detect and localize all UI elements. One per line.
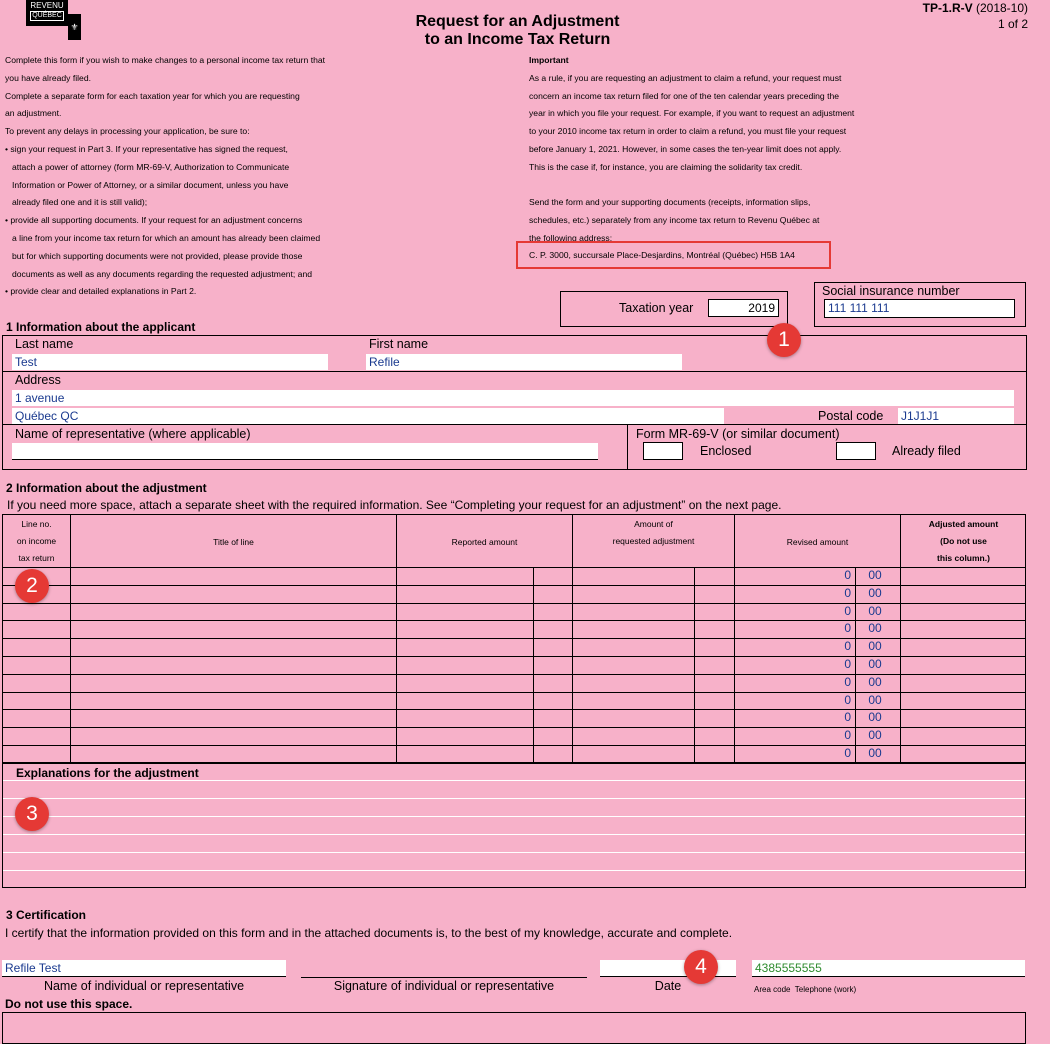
- last-name-label: Last name: [15, 337, 74, 351]
- telephone-label: Telephone (work): [794, 985, 857, 994]
- divider: [2, 424, 1027, 425]
- revised-dollars-cell[interactable]: 0: [844, 568, 851, 582]
- representative-label: Name of representative (where applicable): [15, 427, 251, 441]
- form-number: [923, 0, 1028, 32]
- revised-dollars-cell[interactable]: 0: [844, 657, 851, 671]
- already-filed-checkbox[interactable]: [836, 442, 876, 460]
- intro-line: but for which supporting documents were not provided, please provide those: [12, 250, 303, 261]
- intro-line: you have already filed.: [5, 72, 91, 83]
- revised-cents-cell[interactable]: 00: [868, 639, 882, 654]
- intro-line: the following address:: [529, 232, 613, 243]
- section2-title: 2 Information about the adjustment: [6, 481, 207, 495]
- area-code-label: Area code: [754, 985, 791, 994]
- explanation-line: [3, 780, 1025, 781]
- revenu-quebec-logo: [26, 0, 81, 40]
- col-revised-header: Revised amount: [786, 537, 849, 547]
- intro-line: As a rule, if you are requesting an adjustment to claim a refund, your request must: [529, 72, 842, 83]
- do-not-use-box: [2, 1012, 1026, 1044]
- intro-line: before January 1, 2021. However, in some cases the ten-year limit does not apply.: [529, 143, 842, 154]
- intro-line: Complete a separate form for each taxation year for which you are requesting: [5, 90, 300, 101]
- form-version: (2018-10): [975, 1, 1028, 15]
- step-badge-4: 4: [684, 950, 718, 984]
- header-line: on income: [16, 536, 57, 546]
- intro-line: an adjustment.: [5, 108, 62, 119]
- col-line-no-header: [3, 516, 70, 567]
- already-filed-label: Already filed: [892, 444, 961, 458]
- revised-cents-cell[interactable]: 00: [868, 710, 882, 725]
- mailing-address: C. P. 3000, succursale Place-Desjardins, Montréal (Québec) H5B 1A4: [529, 250, 795, 260]
- step-badge-1: 1: [767, 323, 801, 357]
- explanation-line: [3, 798, 1025, 799]
- revised-cents-cell[interactable]: 00: [868, 657, 882, 671]
- revised-cents-cell[interactable]: 00: [868, 692, 882, 707]
- col-requested-header: [573, 516, 734, 550]
- fleur-de-lis-icon: ⚜: [68, 14, 81, 40]
- postal-code-label: Postal code: [818, 409, 884, 423]
- header-line: Adjusted amount: [928, 519, 999, 529]
- do-not-use-label: Do not use this space.: [5, 997, 133, 1011]
- sin-label: Social insurance number: [822, 284, 960, 298]
- representative-input[interactable]: [12, 443, 598, 460]
- signature-label: Signature of individual or representative: [333, 979, 555, 993]
- logo-block: [26, 0, 68, 26]
- taxation-year-label: Taxation year: [619, 301, 694, 315]
- postal-code-input[interactable]: J1J1J1: [898, 408, 1014, 424]
- header-line: tax return: [18, 553, 55, 563]
- address-line1-input[interactable]: 1 avenue: [12, 390, 1014, 406]
- header-line: (Do not use: [940, 536, 987, 546]
- revised-dollars-cell[interactable]: 0: [844, 692, 851, 707]
- col-title-header: Title of line: [213, 537, 254, 547]
- revised-dollars-cell[interactable]: 0: [844, 728, 851, 743]
- form-title: [380, 13, 655, 49]
- enclosed-label: Enclosed: [700, 444, 752, 458]
- revised-cents-cell[interactable]: 00: [868, 746, 882, 760]
- telephone-input[interactable]: 4385555555: [752, 960, 1025, 977]
- intro-line: concern an income tax return filed for one of the ten calendar years preceding the: [529, 90, 840, 101]
- taxation-year-input[interactable]: 2019: [708, 299, 779, 317]
- intro-line: This is the case if, for instance, you are claiming the solidarity tax credit.: [529, 161, 803, 172]
- title-line2: to an Income Tax Return: [424, 31, 611, 48]
- section2-note: If you need more space, attach a separate sheet with the required information. See “Completing your request for an adjustment” on the next page.: [7, 498, 782, 512]
- intro-line: year in which you file your request. For example, if you want to request an adjustment: [529, 108, 855, 119]
- revised-cents-cell[interactable]: 00: [868, 603, 882, 618]
- address-line2-input[interactable]: Québec QC: [12, 408, 724, 424]
- revised-cents-cell[interactable]: 00: [868, 674, 882, 689]
- intro-line: Send the form and your supporting documents (receipts, information slips,: [529, 197, 811, 208]
- revised-dollars-cell[interactable]: 0: [844, 639, 851, 654]
- intro-line: already filed one and it is still valid);: [12, 197, 148, 208]
- form-code: TP-1.R-V: [922, 1, 973, 15]
- address-label: Address: [15, 373, 61, 387]
- header-line: Amount of: [634, 519, 673, 529]
- explanations-label: Explanations for the adjustment: [16, 766, 199, 780]
- revised-dollars-cell[interactable]: 0: [844, 746, 851, 760]
- revised-dollars-cell[interactable]: 0: [844, 710, 851, 725]
- certification-statement: I certify that the information provided on this form and in the attached documents is, to the best of my knowledge, accurate and complete.: [5, 926, 733, 940]
- date-label: Date: [654, 979, 682, 993]
- intro-line: [529, 177, 854, 195]
- enclosed-checkbox[interactable]: [643, 442, 683, 460]
- intro-left: [5, 52, 325, 301]
- divider: [2, 371, 1027, 372]
- signature-line[interactable]: [301, 977, 587, 978]
- step-badge-2: 2: [15, 569, 49, 603]
- revised-dollars-cell[interactable]: 0: [844, 621, 851, 636]
- intro-line: • provide clear and detailed explanations in Part 2.: [5, 286, 197, 297]
- last-name-input[interactable]: Test: [12, 354, 328, 370]
- column-divider: [533, 567, 534, 763]
- important-heading: Important: [529, 55, 569, 65]
- intro-right: [529, 52, 854, 248]
- intro-line: schedules, etc.) separately from any income tax return to Revenu Québec at: [529, 215, 820, 226]
- header-line: requested adjustment: [612, 536, 695, 546]
- mr69-label: Form MR-69-V (or similar document): [636, 427, 840, 441]
- title-line1: Request for an Adjustment: [415, 13, 620, 30]
- intro-line: • sign your request in Part 3. If your representative has signed the request,: [5, 143, 288, 154]
- cert-name-label: Name of individual or representative: [43, 979, 245, 993]
- intro-line: attach a power of attorney (form MR-69-V, Authorization to Communicate: [12, 161, 290, 172]
- col-reported-header: Reported amount: [451, 537, 518, 547]
- intro-line: to your 2010 income tax return in order to claim a refund, you must file your request: [529, 126, 847, 137]
- cert-name-input[interactable]: Refile Test: [2, 960, 286, 977]
- logo-line2: QUÉBEC: [30, 11, 64, 21]
- intro-line: documents as well as any documents regarding the requested adjustment; and: [12, 268, 313, 279]
- revised-dollars-cell[interactable]: 0: [844, 674, 851, 689]
- explanation-line: [3, 834, 1025, 835]
- revised-dollars-cell[interactable]: 0: [844, 603, 851, 618]
- section3-title: 3 Certification: [6, 908, 87, 922]
- header-line: Line no.: [21, 519, 52, 529]
- first-name-input[interactable]: Refile: [366, 354, 682, 370]
- intro-line: a line from your income tax return for which an amount has already been claimed: [12, 232, 321, 243]
- logo-line1: REVENU: [30, 1, 64, 10]
- section1-title: 1 Information about the applicant: [6, 320, 196, 334]
- step-badge-3: 3: [15, 797, 49, 831]
- divider: [627, 424, 628, 470]
- telephone-labels: [754, 982, 856, 997]
- intro-line: Information or Power of Attorney, or a similar document, unless you have: [12, 179, 289, 190]
- col-adjusted-header: [901, 516, 1026, 567]
- intro-line: To prevent any delays in processing your application, be sure to:: [5, 126, 250, 137]
- first-name-label: First name: [369, 337, 429, 351]
- explanation-line: [3, 870, 1025, 871]
- explanation-line: [3, 816, 1025, 817]
- revised-cents-cell[interactable]: 00: [868, 568, 882, 582]
- header-line: this column.): [937, 553, 990, 563]
- intro-line: Complete this form if you wish to make changes to a personal income tax return that: [5, 55, 326, 65]
- revised-cents-cell[interactable]: 00: [868, 621, 882, 636]
- revised-cents-cell[interactable]: 00: [868, 585, 882, 600]
- intro-line: • provide all supporting documents. If your request for an adjustment concerns: [5, 215, 303, 226]
- revised-dollars-cell[interactable]: 0: [844, 585, 851, 600]
- sin-input[interactable]: 111 111 111: [824, 299, 1015, 318]
- revised-cents-cell[interactable]: 00: [868, 728, 882, 743]
- explanation-line: [3, 852, 1025, 853]
- column-divider: [694, 567, 695, 763]
- page-indicator: 1 of 2: [997, 17, 1028, 31]
